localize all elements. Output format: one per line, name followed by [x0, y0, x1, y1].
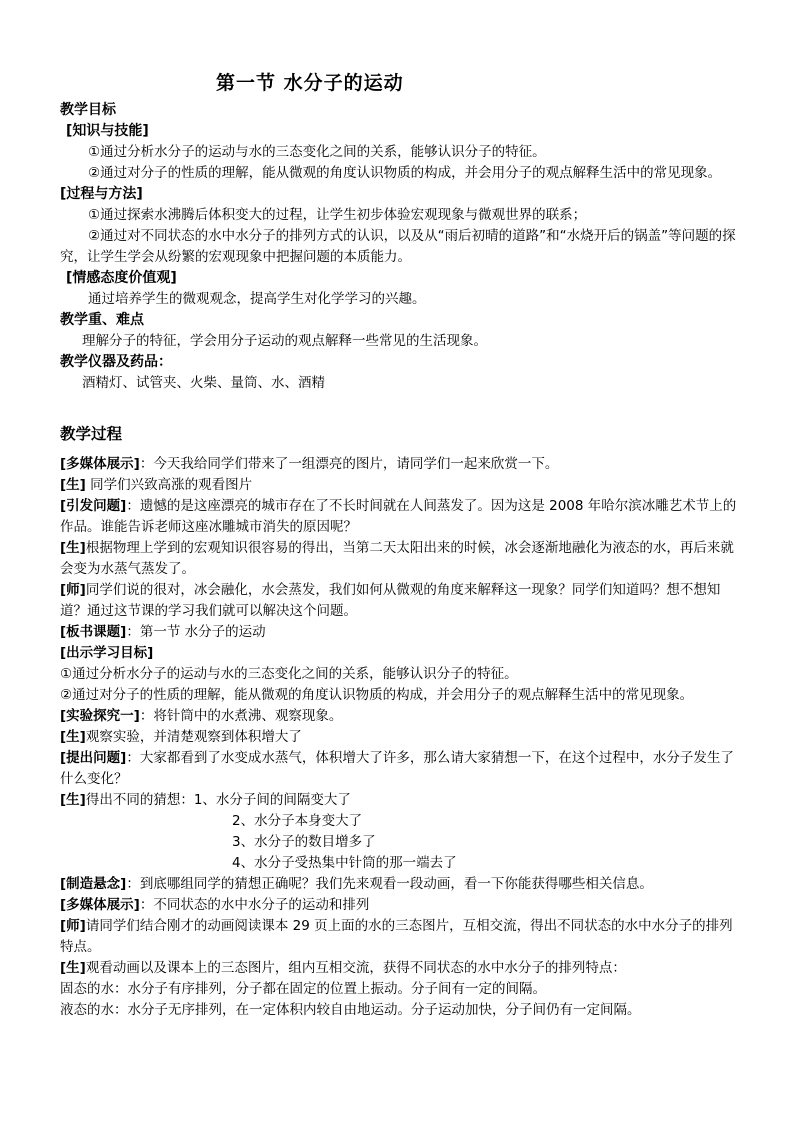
step-paragraph [60, 622, 740, 643]
step-text: 同学们兴致高涨的观看图片 [85, 477, 253, 493]
process-label: [过程与方法] [60, 186, 143, 202]
guess-item: 2、水分子本身变大了 [232, 813, 363, 829]
step-text: 请同学们结合刚才的动画阅读课本 29 页上面的水的三态图片，互相交流，得出不同状态的水中水分子的排列特点。 [60, 918, 733, 955]
step-paragraph [60, 916, 740, 958]
process-section [60, 454, 740, 1021]
step-paragraph [60, 874, 740, 895]
step-tag: [师] [60, 582, 86, 598]
step-paragraph [60, 643, 740, 664]
state-description: 液态的水：水分子无序排列，在一定体积内较自由地运动。分子运动加快，分子间仍有一定间隔。 [60, 1002, 641, 1018]
step-text: ：到底哪组同学的猜想正确呢？我们先来观看一段动画，看一下你能获得哪些相关信息。 [126, 876, 653, 892]
step-paragraph [60, 475, 740, 496]
state-description: 固态的水：水分子有序排列，分子都在固定的位置上振动。分子间有一定的间隔。 [60, 981, 546, 997]
step-paragraph [60, 538, 740, 580]
step-tag: [多媒体展示] [60, 456, 140, 472]
process-item: ②通过对不同状态的水中水分子的排列方式的认识，以及从“雨后初晴的道路”和“水烧开后的锅盖”等问题的探究，让学生学会从纷繁的宏观现象中把握问题的本质能力。 [60, 228, 736, 265]
attitude-label: [情感态度价值观] [66, 270, 177, 286]
knowledge-label: [知识与技能] [66, 123, 149, 139]
guess-item: 4、水分子受热集中针筒的那一端去了 [232, 855, 457, 871]
step-text: 观察实验，并清楚观察到体积增大了 [85, 729, 302, 745]
step-paragraph [60, 496, 740, 538]
step-tag: [引发问题] [60, 498, 127, 514]
step-text: 观看动画以及课本上的三态图片，组内互相交流，获得不同状态的水中水分子的排列特点： [85, 960, 626, 976]
step-paragraph [60, 727, 740, 748]
step-text: ：大家都看到了水变成水蒸气，体积增大了许多，那么请大家猜想一下，在这个过程中，水分子发生了什么变化？ [60, 750, 734, 787]
step-tag: [制造悬念] [60, 876, 127, 892]
knowledge-item: ①通过分析水分子的运动与水的三态变化之间的关系，能够认识分子的特征。 [88, 144, 546, 160]
goals-heading: 教学目标 [60, 102, 116, 118]
process-item: ①通过探索水沸腾后体积变大的过程，让学生初步体验宏观现象与微观世界的联系； [88, 207, 587, 223]
step-tag: [生] [60, 960, 86, 976]
page-title: 第一节 水分子的运动 [216, 72, 404, 94]
step-tag: [实验探究一] [60, 708, 140, 724]
step-text: 同学们说的很对，冰会融化，水会蒸发，我们如何从微观的角度来解释这一现象？同学们知道吗？想不想知道？通过这节课的学习我们就可以解决这个问题。 [60, 582, 721, 619]
key-points-heading: 教学重、难点 [60, 312, 144, 328]
step-text: 得出不同的猜想：1、水分子间的间隔变大了 [85, 792, 351, 808]
step-tag: [生] [60, 792, 86, 808]
process-heading: 教学过程 [60, 425, 123, 443]
guess-item: 3、水分子的数目增多了 [232, 834, 376, 850]
step-tag: [师] [60, 918, 86, 934]
step-tag: [多媒体展示] [60, 897, 140, 913]
step-text: ：第一节 水分子的运动 [126, 624, 266, 640]
step-paragraph [60, 580, 740, 622]
step-text: ：将针筒中的水煮沸、观察现象。 [139, 708, 343, 724]
step-tag: [出示学习目标] [60, 645, 154, 661]
step-paragraph [60, 958, 740, 979]
step-tag: [生] [60, 477, 86, 493]
knowledge-item: ②通过对分子的性质的理解，能从微观的角度认识物质的构成，并会用分子的观点解释生活中的常见现象。 [88, 165, 722, 181]
step-paragraph [60, 748, 740, 790]
step-text: 根据物理上学到的宏观知识很容易的得出，当第二天太阳出来的时候，冰会逐渐地融化为液态的水，再后来就会变为水蒸气蒸发了。 [60, 540, 734, 577]
process-heading-block [60, 424, 740, 445]
step-text: ：不同状态的水中水分子的运动和排列 [139, 897, 370, 913]
goals-section [60, 100, 740, 394]
attitude-text: 通过培养学生的微观观念，提高学生对化学学习的兴趣。 [88, 291, 426, 307]
step-paragraph [60, 454, 740, 475]
step-tag: [生] [60, 729, 86, 745]
step-paragraph [60, 790, 740, 811]
step-tag: [提出问题] [60, 750, 127, 766]
learning-goal: ②通过对分子的性质的理解，能从微观的角度认识物质的构成，并会用分子的观点解释生活中的常见现象。 [60, 687, 694, 703]
equipment-heading: 教学仪器及药品： [60, 354, 172, 370]
equipment-text: 酒精灯、试管夹、火柴、量筒、水、酒精 [82, 375, 325, 391]
learning-goal: ①通过分析水分子的运动与水的三态变化之间的关系，能够认识分子的特征。 [60, 666, 518, 682]
key-points-text: 理解分子的特征，学会用分子运动的观点解释一些常见的生活现象。 [82, 333, 487, 349]
step-tag: [生] [60, 540, 86, 556]
step-paragraph [60, 895, 740, 916]
step-tag: [板书课题] [60, 624, 127, 640]
step-text: ：遗憾的是这座漂亮的城市存在了不长时间就在人间蒸发了。因为这是 2008 年哈尔滨冰雕艺术节上的作品。谁能告诉老师这座冰雕城市消失的原因呢？ [60, 498, 737, 535]
step-text: ：今天我给同学们带来了一组漂亮的图片，请同学们一起来欣赏一下。 [139, 456, 559, 472]
step-paragraph [60, 706, 740, 727]
